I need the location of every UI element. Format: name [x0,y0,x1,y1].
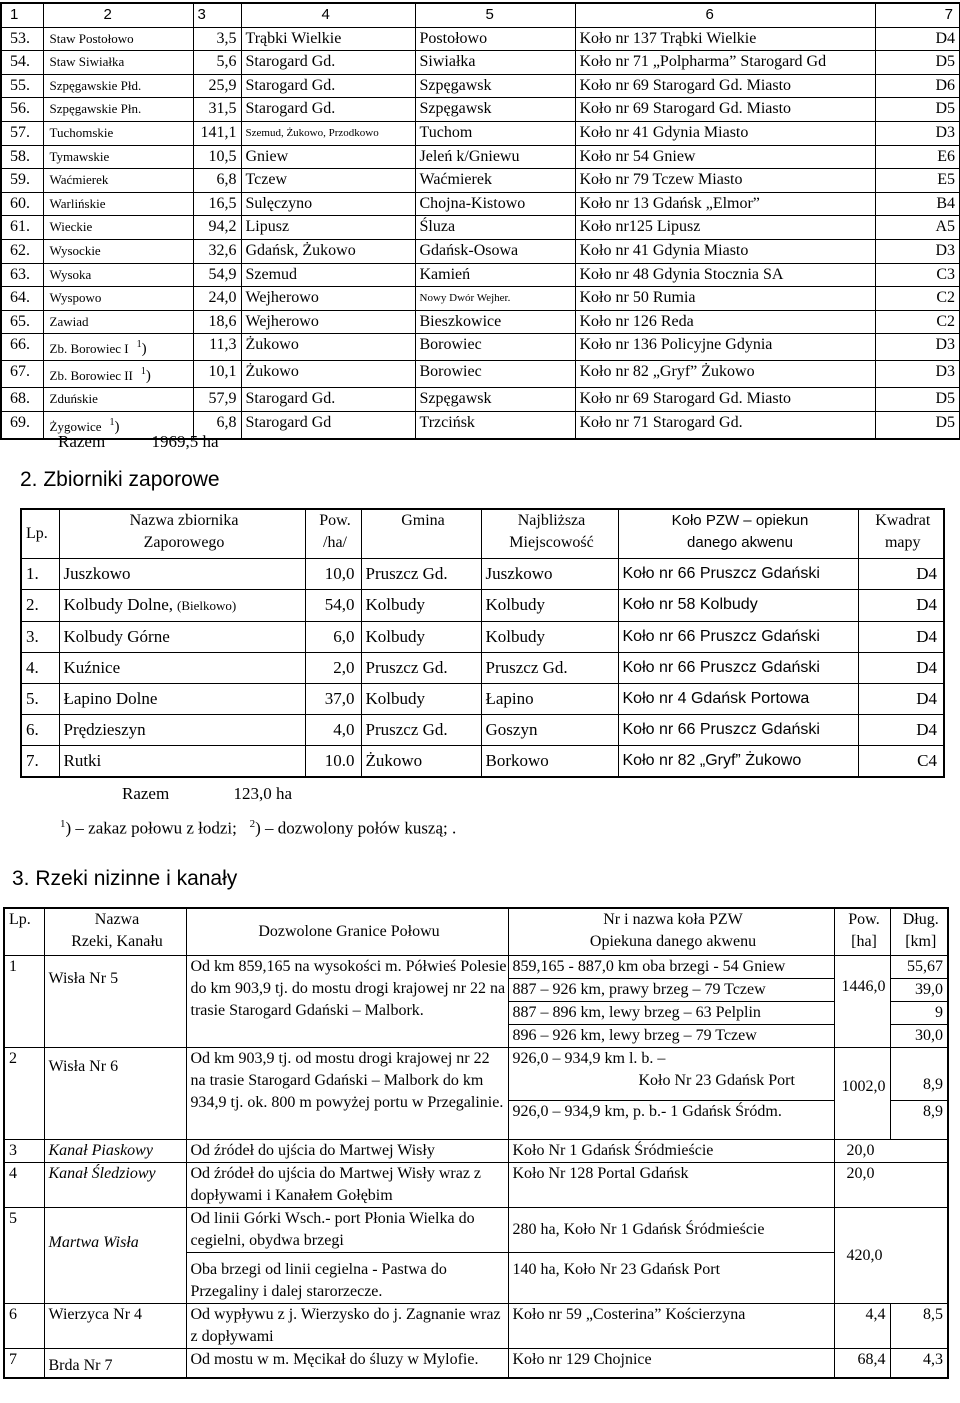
cell-name: Wisła Nr 5 [44,956,186,1048]
cell-lp: 62. [1,239,43,263]
cell-kolo: 887 – 926 km, prawy brzeg – 79 Tczew [508,979,834,1002]
cell-pow: 31,5 [193,98,241,122]
cell-name: Prędzieszyn [59,715,305,746]
dams-table [20,508,945,778]
cell-granice: Od źródeł do ujścia do Martwej Wisły [186,1140,508,1163]
cell-pow: 20,0 [834,1163,948,1208]
cell-lp: 65. [1,310,43,334]
cell-sq: D5 [875,388,960,412]
table-row [21,715,944,746]
footnote-mark: 1 [60,818,66,830]
table-row [21,746,944,778]
table-row [4,1163,948,1208]
cell-kolo: 280 ha, Koło Nr 1 Gdańsk Śródmieście [508,1208,834,1253]
cell-name: Wieckie [43,216,193,240]
table1-total [58,432,219,452]
cell-kolo: Koło nr 54 Gniew [575,145,875,169]
cell-name: Juszkowo [59,559,305,590]
cell-lp: 5 [4,1208,44,1304]
cell-miejsc: Szpęgawsk [415,388,575,412]
cell-sq: C4 [858,746,944,778]
table-row [21,684,944,715]
cell-kolo: 859,165 - 887,0 km oba brzegi - 54 Gniew [508,956,834,979]
footnote-text: ) – dozwolony połów kuszą; . [255,818,457,838]
cell-sq: E5 [875,169,960,193]
cell-pow: 141,1 [193,121,241,145]
cell-lp: 1 [4,956,44,1048]
cell-kolo: Koło nr125 Lipusz [575,216,875,240]
cell-kolo: 896 – 926 km, lewy brzeg – 79 Tczew [508,1025,834,1048]
cell-gmina: Gdańsk, Żukowo [241,239,415,263]
table-row [21,590,944,622]
cell-name: Wysockie [43,239,193,263]
cell-pow: 20,0 [834,1140,948,1163]
cell-kolo: Koło nr 69 Starogard Gd. Miasto [575,74,875,98]
cell-name: Łapino Dolne [59,684,305,715]
cell-miejsc: Kolbudy [481,622,618,653]
header-cell: 1 [1,3,43,27]
cell-pow: 4,4 [834,1304,890,1349]
cell-lp: 56. [1,98,43,122]
rivers-table [3,907,949,1379]
cell-granice: Od linii Górki Wsch.- port Płonia Wielka do cegielni, obydwa brzegi [186,1208,508,1253]
table-row [1,74,960,98]
cell-miejsc: Postołowo [415,27,575,51]
cell-miejsc: Gdańsk-Osowa [415,239,575,263]
total-label: Razem [58,432,106,451]
cell-pow: 1002,0 [834,1048,890,1140]
header-sq: Kwadrat mapy [858,509,944,559]
footnote [60,818,456,839]
cell-lp: 59. [1,169,43,193]
header-gmina: Gmina [361,509,481,559]
cell-gmina: Żukowo [241,361,415,388]
table-row [4,1349,948,1379]
table-row [1,121,960,145]
cell-dl: 8,5 [890,1304,948,1349]
cell-dl: 9 [890,1002,948,1025]
cell-kolo: 926,0 – 934,9 km, p. b.- 1 Gdańsk Śródm. [508,1101,834,1140]
table-row [21,653,944,684]
footnote-mark: $^1$) [136,339,147,358]
header-miejsc: Najbliższa Miejscowość [481,509,618,559]
cell-granice: Od wypływu z j. Wierzysko do j. Zagnanie wraz z dopływami [186,1304,508,1349]
cell-pow: 3,5 [193,27,241,51]
cell-kolo: Koło nr 137 Trąbki Wielkie [575,27,875,51]
cell-kolo: Koło nr 66 Pruszcz Gdański [618,622,858,653]
cell-kolo: Koło nr 69 Starogard Gd. Miasto [575,388,875,412]
cell-lp: 5. [21,684,59,715]
cell-kolo: 140 ha, Koło Nr 23 Gdańsk Port [508,1253,834,1304]
total-value: 123,0 ha [233,784,292,803]
table-row [1,310,960,334]
cell-miejsc: Chojna-Kistowo [415,192,575,216]
table-row [1,216,960,240]
cell-name: Kuźnice [59,653,305,684]
cell-name: Waćmierek [43,169,193,193]
cell-gmina: Sulęczyno [241,192,415,216]
footnote-text: ) – zakaz połowu z łodzi; [65,818,237,838]
cell-pow: 32,6 [193,239,241,263]
cell-lp: 6. [21,715,59,746]
table-row [4,1048,948,1101]
cell-sq: D4 [875,27,960,51]
cell-gmina: Wejherowo [241,287,415,311]
cell-sq: D4 [858,715,944,746]
total-label: Razem [122,784,170,803]
cell-sq: D5 [875,411,960,439]
total-value: 1969,5 ha [151,432,219,451]
header-lp: Lp. [21,509,59,559]
cell-gmina: Starogard Gd. [241,388,415,412]
header-cell: 5 [415,3,575,27]
cell-name: Wisła Nr 6 [44,1048,186,1140]
cell-lp: 2 [4,1048,44,1140]
cell-name: Zawiad [43,310,193,334]
cell-kolo: Koło nr 69 Starogard Gd. Miasto [575,98,875,122]
header-cell: 2 [43,3,193,27]
cell-pow: 57,9 [193,388,241,412]
header-kolo: Nr i nazwa koła PZW Opiekuna danego akwenu [508,908,834,956]
table-row [1,169,960,193]
table-row [1,263,960,287]
cell-sq: E6 [875,145,960,169]
lakes-table [0,2,960,440]
cell-dl: 55,67 [890,956,948,979]
cell-name: Zduńskie [43,388,193,412]
cell-granice: Od km 903,9 tj. od mostu drogi krajowej nr 22 na trasie Starogard Gdański – Malbork do km 934,9 tj. ok. 800 m powyżej portu w Przegalinie. [186,1048,508,1140]
cell-gmina: Kolbudy [361,590,481,622]
cell-pow: 420,0 [834,1208,948,1304]
section-3-title: 3. Rzeki nizinne i kanały [12,867,238,890]
cell-miejsc: Borowiec [415,361,575,388]
cell-gmina: Kolbudy [361,684,481,715]
cell-name: Staw Postołowo [43,27,193,51]
cell-gmina: Starogard Gd. [241,98,415,122]
cell-pow: 24,0 [193,287,241,311]
cell-miejsc: Śluza [415,216,575,240]
cell-pow: 5,6 [193,51,241,75]
cell-sq: D4 [858,653,944,684]
table-row [1,27,960,51]
table-row [1,239,960,263]
cell-pow: 25,9 [193,74,241,98]
cell-lp: 4 [4,1163,44,1208]
cell-pow: 10,0 [305,559,361,590]
name-extra: (Bielkowo) [177,598,237,613]
footnote-mark: $^1$) [109,416,120,435]
cell-pow: 6,8 [193,169,241,193]
cell-sq: D3 [875,361,960,388]
cell-lp: 2. [21,590,59,622]
cell-pow: 4,0 [305,715,361,746]
cell-pow: 18,6 [193,310,241,334]
section-2-title: 2. Zbiorniki zaporowe [20,468,220,491]
cell-kolo: Koło nr 82 „Gryf” Żukowo [575,361,875,388]
cell-kolo: Koło nr 136 Policyjne Gdynia [575,334,875,361]
cell-name: Zb. Borowiec II $^1$) [43,361,193,388]
cell-kolo: Koło nr 13 Gdańsk „Elmor” [575,192,875,216]
cell-lp: 66. [1,334,43,361]
cell-lp: 55. [1,74,43,98]
header-cell: 6 [575,3,875,27]
cell-lp: 57. [1,121,43,145]
cell-pow: 37,0 [305,684,361,715]
cell-lp: 7 [4,1349,44,1379]
cell-lp: 68. [1,388,43,412]
cell-gmina: Starogard Gd. [241,74,415,98]
cell-granice: Od źródeł do ujścia do Martwej Wisły wraz z dopływami i Kanałem Gołębim [186,1163,508,1208]
cell-name: Rutki [59,746,305,778]
cell-kolo: Koło nr 59 „Costerina” Kościerzyna [508,1304,834,1349]
cell-kolo: Koło nr 79 Tczew Miasto [575,169,875,193]
cell-name: Zb. Borowiec I $^1$) [43,334,193,361]
table-row [21,622,944,653]
cell-miejsc: Goszyn [481,715,618,746]
cell-pow: 68,4 [834,1349,890,1379]
cell-pow: 2,0 [305,653,361,684]
table-row [21,559,944,590]
cell-lp: 64. [1,287,43,311]
cell-granice: Oba brzegi od linii cegielna - Pastwa do Przegaliny i dalej starorzecze. [186,1253,508,1304]
cell-sq: D3 [875,334,960,361]
cell-kolo: 926,0 – 934,9 km l. b. – Koło Nr 23 Gdańsk Port [508,1048,834,1101]
cell-miejsc: Kamień [415,263,575,287]
header-row [1,3,960,27]
cell-pow: 94,2 [193,216,241,240]
cell-sq: D4 [858,590,944,622]
cell-name: Warlińskie [43,192,193,216]
cell-kolo: 887 – 896 km, lewy brzeg – 63 Pelplin [508,1002,834,1025]
cell-miejsc: Łapino [481,684,618,715]
table-row [1,98,960,122]
table-row [1,361,960,388]
cell-kolo: Koło nr 71 „Polpharma” Starogard Gd [575,51,875,75]
cell-miejsc: Trzcińsk [415,411,575,439]
cell-kolo: Koło nr 129 Chojnice [508,1349,834,1379]
cell-sq: D5 [875,98,960,122]
cell-miejsc: Nowy Dwór Wejher. [415,287,575,311]
cell-kolo: Koło nr 58 Kolbudy [618,590,858,622]
cell-kolo: Koło nr 41 Gdynia Miasto [575,239,875,263]
cell-name: Kolbudy Górne [59,622,305,653]
table-row [4,1208,948,1253]
cell-lp: 6 [4,1304,44,1349]
cell-kolo: Koło nr 66 Pruszcz Gdański [618,559,858,590]
cell-kolo: Koło nr 4 Gdańsk Portowa [618,684,858,715]
table-row [4,1140,948,1163]
header-kolo: Koło PZW – opiekun danego akwenu [618,509,858,559]
cell-miejsc: Szpęgawsk [415,98,575,122]
cell-gmina: Żukowo [241,334,415,361]
cell-sq: C2 [875,287,960,311]
cell-miejsc: Juszkowo [481,559,618,590]
cell-name: Kanał Piaskowy [44,1140,186,1163]
cell-lp: 53. [1,27,43,51]
cell-sq: A5 [875,216,960,240]
header-name: Nazwa Rzeki, Kanału [44,908,186,956]
cell-sq: C2 [875,310,960,334]
cell-lp: 69. [1,411,43,439]
cell-sq: D4 [858,622,944,653]
cell-sq: D3 [875,121,960,145]
cell-name: Szpęgawskie Płd. [43,74,193,98]
cell-kolo: Koło Nr 1 Gdańsk Śródmieście [508,1140,834,1163]
cell-lp: 67. [1,361,43,388]
cell-dl: 39,0 [890,979,948,1002]
header-cell: 3 [193,3,241,27]
cell-miejsc: Pruszcz Gd. [481,653,618,684]
cell-pow: 54,9 [193,263,241,287]
cell-dl: 4,3 [890,1349,948,1379]
table-row [1,388,960,412]
cell-pow: 6,8 [193,411,241,439]
header-dl: Dług. [km] [890,908,948,956]
cell-pow: 11,3 [193,334,241,361]
table-row [4,956,948,979]
cell-gmina: Kolbudy [361,622,481,653]
cell-kolo: Koło nr 66 Pruszcz Gdański [618,653,858,684]
cell-name: Szpęgawskie Płn. [43,98,193,122]
cell-gmina: Wejherowo [241,310,415,334]
cell-sq: B4 [875,192,960,216]
cell-gmina: Starogard Gd. [241,51,415,75]
cell-miejsc: Szpęgawsk [415,74,575,98]
cell-kolo: Koło nr 82 „Gryf” Żukowo [618,746,858,778]
cell-miejsc: Bieszkowice [415,310,575,334]
cell-gmina: Szemud [241,263,415,287]
cell-name: Martwa Wisła [44,1208,186,1304]
cell-gmina: Pruszcz Gd. [361,715,481,746]
cell-granice: Od km 859,165 na wysokości m. Półwieś Polesie do km 903,9 tj. do mostu drogi krajowej nr 22 na trasie Starogard Gdański – Malbork. [186,956,508,1048]
cell-name: Staw Siwiałka [43,51,193,75]
cell-miejsc: Borowiec [415,334,575,361]
cell-granice: Od mostu w m. Męcikał do śluzy w Mylofie. [186,1349,508,1379]
cell-gmina: Pruszcz Gd. [361,559,481,590]
cell-pow: 54,0 [305,590,361,622]
table-row [1,51,960,75]
header-cell: 7 [875,3,960,27]
header-pow: Pow. [ha] [834,908,890,956]
table-row [1,287,960,311]
table-row [1,145,960,169]
cell-gmina: Lipusz [241,216,415,240]
cell-lp: 3. [21,622,59,653]
cell-kolo: Koło nr 66 Pruszcz Gdański [618,715,858,746]
cell-lp: 1. [21,559,59,590]
cell-name: Tuchomskie [43,121,193,145]
header-row [4,908,948,956]
cell-lp: 60. [1,192,43,216]
cell-kolo: Koło nr 48 Gdynia Stocznia SA [575,263,875,287]
cell-sq: D3 [875,239,960,263]
cell-gmina: Gniew [241,145,415,169]
footnote-mark: $^1$) [140,366,151,385]
header-cell: 4 [241,3,415,27]
cell-name: Kolbudy Dolne, (Bielkowo) [59,590,305,622]
cell-miejsc: Kolbudy [481,590,618,622]
cell-lp: 54. [1,51,43,75]
cell-sq: D4 [858,559,944,590]
cell-gmina: Starogard Gd [241,411,415,439]
cell-lp: 58. [1,145,43,169]
cell-lp: 63. [1,263,43,287]
cell-kolo: Koło nr 126 Reda [575,310,875,334]
cell-gmina: Pruszcz Gd. [361,653,481,684]
cell-dl: 8,9 [890,1101,948,1140]
cell-sq: D4 [858,684,944,715]
cell-miejsc: Waćmierek [415,169,575,193]
cell-gmina: Trąbki Wielkie [241,27,415,51]
cell-sq: C3 [875,263,960,287]
table-row [1,192,960,216]
cell-pow: 6,0 [305,622,361,653]
cell-lp: 61. [1,216,43,240]
table2-total [122,784,292,804]
header-name: Nazwa zbiornika Zaporowego [59,509,305,559]
cell-kolo: Koło nr 41 Gdynia Miasto [575,121,875,145]
cell-gmina: Tczew [241,169,415,193]
cell-pow: 10.0 [305,746,361,778]
cell-kolo: Koło Nr 128 Portal Gdańsk [508,1163,834,1208]
cell-kolo: Koło nr 71 Starogard Gd. [575,411,875,439]
cell-miejsc: Borkowo [481,746,618,778]
cell-lp: 3 [4,1140,44,1163]
cell-pow: 10,5 [193,145,241,169]
cell-dl: 8,9 [890,1048,948,1101]
cell-name: Kanał Śledziowy [44,1163,186,1208]
cell-pow: 1446,0 [834,956,890,1048]
cell-dl: 30,0 [890,1025,948,1048]
cell-name: Tymawskie [43,145,193,169]
cell-miejsc: Tuchom [415,121,575,145]
table-row [1,334,960,361]
cell-pow: 10,1 [193,361,241,388]
header-lp: Lp. [4,908,44,956]
cell-kolo: Koło nr 50 Rumia [575,287,875,311]
cell-gmina: Szemud, Żukowo, Przodkowo [241,121,415,145]
cell-lp: 7. [21,746,59,778]
footnote-mark: 2 [249,818,256,830]
cell-name: Brda Nr 7 [44,1349,186,1379]
cell-lp: 4. [21,653,59,684]
cell-name: Wyspowo [43,287,193,311]
cell-miejsc: Siwiałka [415,51,575,75]
cell-pow: 16,5 [193,192,241,216]
cell-sq: D5 [875,51,960,75]
cell-gmina: Żukowo [361,746,481,778]
header-pow: Pow. /ha/ [305,509,361,559]
cell-name: Wysoka [43,263,193,287]
cell-name: Wierzyca Nr 4 [44,1304,186,1349]
cell-miejsc: Jeleń k/Gniewu [415,145,575,169]
cell-sq: D6 [875,74,960,98]
header-row [21,509,944,559]
cell-name: Żygowice $^1$) [43,411,193,439]
header-granice: Dozwolone Granice Połowu [186,908,508,956]
table-row [4,1304,948,1349]
